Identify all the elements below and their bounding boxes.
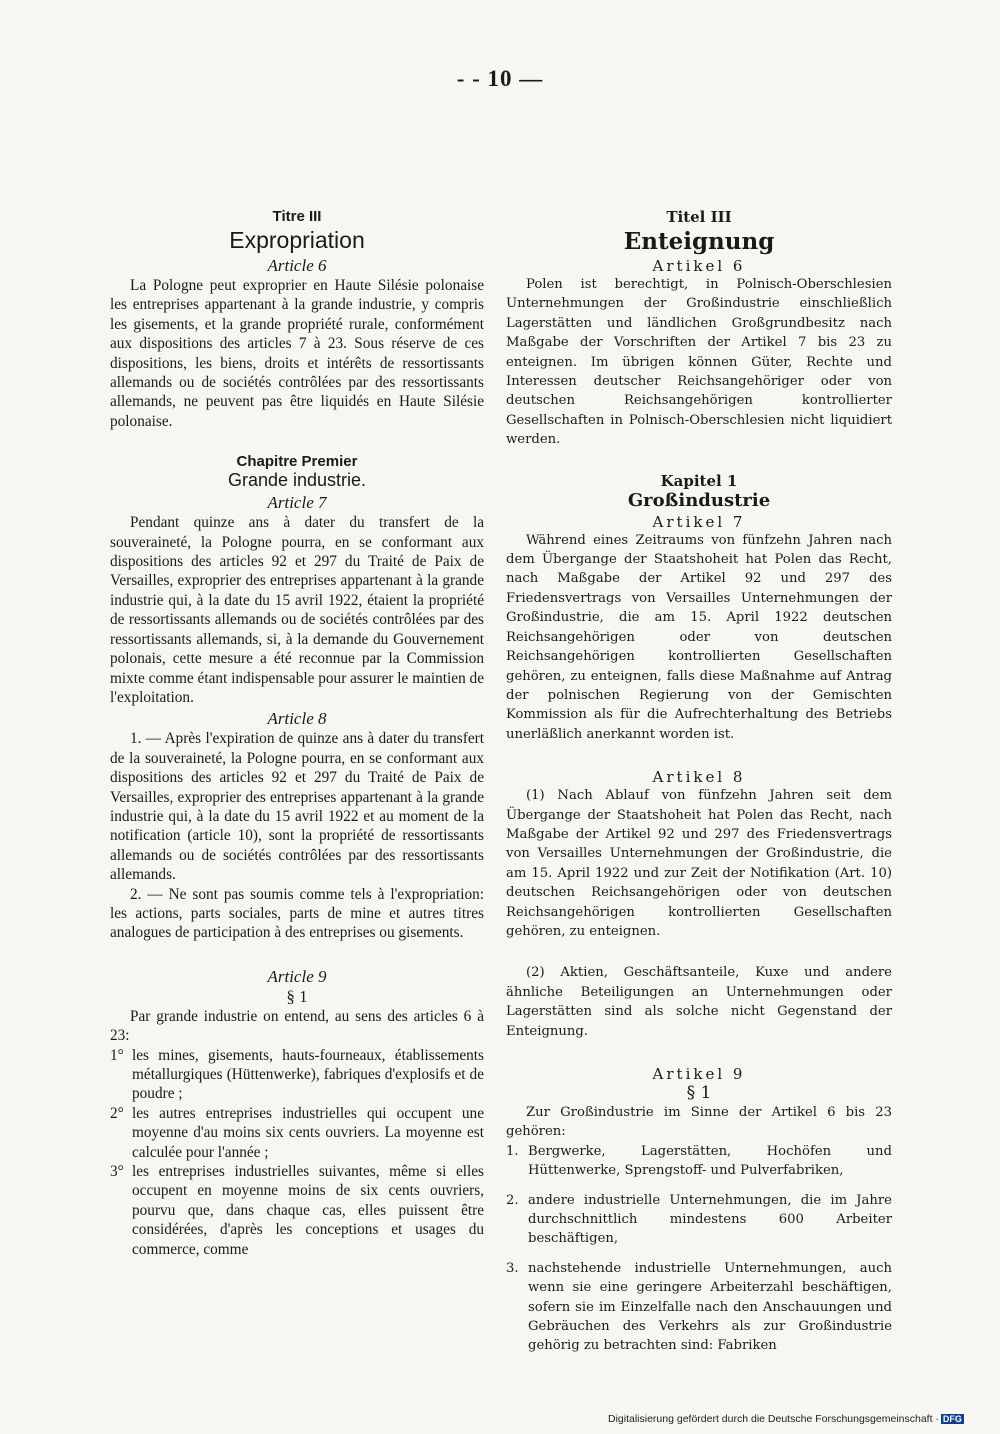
paragraph-1-sign: § 1 bbox=[686, 1083, 712, 1103]
article-7-text: Pendant quinze ans à dater du transfert de la souveraineté, la Pologne pourra, en se conformant aux dispositions des articles 92 et 297 du Traité de Paix de Versailles, exproprier des entreprises appartenant à la grande industrie qui, à la date du 15 avril 1922, étaient la propriété de ressortissants allemands ou de sociétés contrôlées par des ressortissants allemands, si, à la demande du Gouvernement polonais, cette mesure a été reconnue par la Commission mixte comme étant indispensable pour assurer le maintien de l'exploitation. bbox=[110, 514, 484, 706]
list-item bbox=[506, 1191, 892, 1249]
list-item-number: 2° bbox=[110, 1104, 124, 1122]
german-column bbox=[506, 208, 892, 1356]
paragraph-1-sign: § 1 bbox=[286, 986, 308, 1006]
titel-heading: Titel III bbox=[666, 208, 732, 226]
artikel-8-para-1: (1) Nach Ablauf von fünfzehn Jahren seit dem Übergange der Staatshoheit hat Polen das Recht, nach Maßgabe der Artikel 92 und 297 des Friedensvertrags von Versailles Unternehmungen der Großindustrie, die am 15. April 1922 und zur Zeit der Notifikation (Art. 10) deutschen Reichsangehörigen oder von deutschen Reichsangehörigen kontrollierten Gesellschaften gehören, zu enteignen. bbox=[506, 788, 892, 939]
titre-name: Expropriation bbox=[229, 227, 365, 253]
list-item-text: Bergwerke, Lagerstätten, Hochöfen und Hüttenwerke, Sprengstoff- und Pulverfabriken, bbox=[528, 1143, 892, 1179]
list-item-text: les entreprises industrielles suivantes, même si elles occupent en moyenne moins de six cents ouvriers, pourvu que, dans chaque cas, elles puissent être considérées, d'après les conceptions et usages du commerce, comme bbox=[132, 1163, 484, 1258]
list-item bbox=[110, 1104, 484, 1162]
article-8-para-2: 2. — Ne sont pas soumis comme tels à l'expropriation: les actions, parts sociales, parts de mine et autres titres analogues de participation à des entreprises ou gisements. bbox=[110, 885, 484, 942]
artikel-8-para-2: (2) Aktien, Geschäftsanteile, Kuxe und andere ähnliche Beteiligungen an Unternehmungen oder Lagerstätten sind als solche nicht Gegenstand der Enteignung. bbox=[506, 965, 892, 1039]
digitization-credit bbox=[608, 1413, 964, 1425]
article-8-heading: Article 8 bbox=[267, 709, 327, 729]
list-item-text: les mines, gisements, hauts-fourneaux, établissements métallurgiques (Hüttenwerke), fabriques d'explosifs et de poudre ; bbox=[132, 1046, 484, 1103]
kapitel-heading: Kapitel 1 bbox=[660, 471, 738, 490]
list-item-number: 2. bbox=[506, 1192, 519, 1208]
list-item-text: andere industrielle Unternehmungen, die im Jahre durchschnittlich mindestens 600 Arbeiter beschäftigen, bbox=[528, 1192, 892, 1247]
list-item-text: les autres entreprises industrielles qui occupent une moyenne d'au moins six cents ouvriers. La moyenne est calculée pour l'année ; bbox=[132, 1104, 484, 1161]
titel-name: Enteignung bbox=[623, 228, 775, 255]
french-column bbox=[110, 208, 484, 1259]
page-number: - - 10 — bbox=[456, 66, 544, 91]
artikel-8-heading: Artikel 8 bbox=[652, 768, 746, 787]
list-item bbox=[110, 1046, 484, 1104]
artikel-7-heading: Artikel 7 bbox=[652, 512, 746, 531]
list-item bbox=[110, 1162, 484, 1259]
article-9-heading: Article 9 bbox=[267, 966, 327, 986]
list-item-number: 1° bbox=[110, 1046, 124, 1064]
artikel-9-heading: Artikel 9 bbox=[652, 1065, 746, 1083]
chapitre-heading: Chapitre Premier bbox=[236, 453, 358, 471]
credit-text: Digitalisierung gefördert durch die Deutsche Forschungsgemeinschaft · bbox=[608, 1413, 939, 1425]
artikel-9-list bbox=[506, 1142, 892, 1356]
article-6-text: La Pologne peut exproprier en Haute Silésie polonaise les entreprises appartenant à la grande industrie, y compris les gisements, et la grande propriété rurale, conformément aux dispositions des articles 7 à 23. Sous réserve de ces dispositions, les biens, droits et intérêts de ressortissants allemands ou de sociétés contrôlées par des ressortissants allemands, ne peuvent pas être liquidés en Haute Silésie polonaise. bbox=[110, 277, 484, 430]
kapitel-name: Großindustrie bbox=[627, 489, 771, 511]
article-9-list bbox=[110, 1046, 484, 1259]
artikel-6-text: Polen ist berechtigt, in Polnisch-Oberschlesien Unternehmungen der Großindustrie einschließlich Lagerstätten und ländlichen Großgrundbesitz nach Maßgabe der Vorschriften der Artikel 7 bis 23 zu enteignen. Im übrigen können Güter, Rechte und Interessen deutscher Reichsangehöriger oder von deutschen Reichsangehörigen kontrollierter Gesellschaften in Polnisch-Oberschlesien nicht liquidiert werden. bbox=[506, 277, 892, 448]
list-item-number: 3. bbox=[506, 1260, 519, 1276]
artikel-9-intro: Zur Großindustrie im Sinne der Artikel 6 bis 23 gehören: bbox=[506, 1105, 892, 1140]
article-7-heading: Article 7 bbox=[267, 493, 327, 513]
titre-heading: Titre III bbox=[272, 208, 322, 225]
artikel-6-heading: Artikel 6 bbox=[652, 257, 746, 275]
article-6-heading: Article 6 bbox=[267, 256, 327, 275]
list-item-text: nachstehende industrielle Unternehmungen, auch wenn sie eine geringere Arbeiterzahl beschäftigen, sofern sie im Einzelfalle nach den Anschauungen und Gebräuchen des Verkehrs als zur Großindustrie gehörig zu betrachten sind: Fabriken bbox=[528, 1260, 892, 1354]
article-9-intro: Par grande industrie on entend, au sens des articles 6 à 23: bbox=[110, 1007, 484, 1045]
list-item bbox=[506, 1142, 892, 1181]
artikel-7-text: Während eines Zeitraums von fünfzehn Jahren nach dem Übergange der Staatshoheit hat Polen das Recht, nach Maßgabe der Artikel 92 und 297 des Friedensvertrags von Versailles Unternehmungen der Großindustrie, die am 15. April 1922 deutschen Reichsangehörigen oder von deutschen Reichsangehörigen kontrollierten Gesellschaften gehören, zu enteignen, falls diese Maßnahme auf Antrag der polnischen Regierung von der Gemischten Kommission als für die Aufrechterhaltung des Betriebs unerläßlich anerkannt worden ist. bbox=[506, 532, 892, 742]
chapitre-name: Grande industrie. bbox=[227, 470, 367, 491]
article-8-para-1: 1. — Après l'expiration de quinze ans à dater du transfert de la souveraineté, la Pologne pourra, en se conformant aux dispositions des articles 92 et 297 du Traité de Paix de Versailles, exproprier des entreprises appartenant à la grande industrie qui, à la date du 15 avril 1922 et au moment de la notification (article 10), sont la propriété de ressortissants allemands ou de sociétés contrôlées par des ressortissants allemands. bbox=[110, 730, 484, 884]
dfg-logo: DFG bbox=[942, 1414, 962, 1424]
list-item-number: 1. bbox=[506, 1143, 519, 1159]
list-item-number: 3° bbox=[110, 1163, 124, 1181]
list-item bbox=[506, 1259, 892, 1356]
